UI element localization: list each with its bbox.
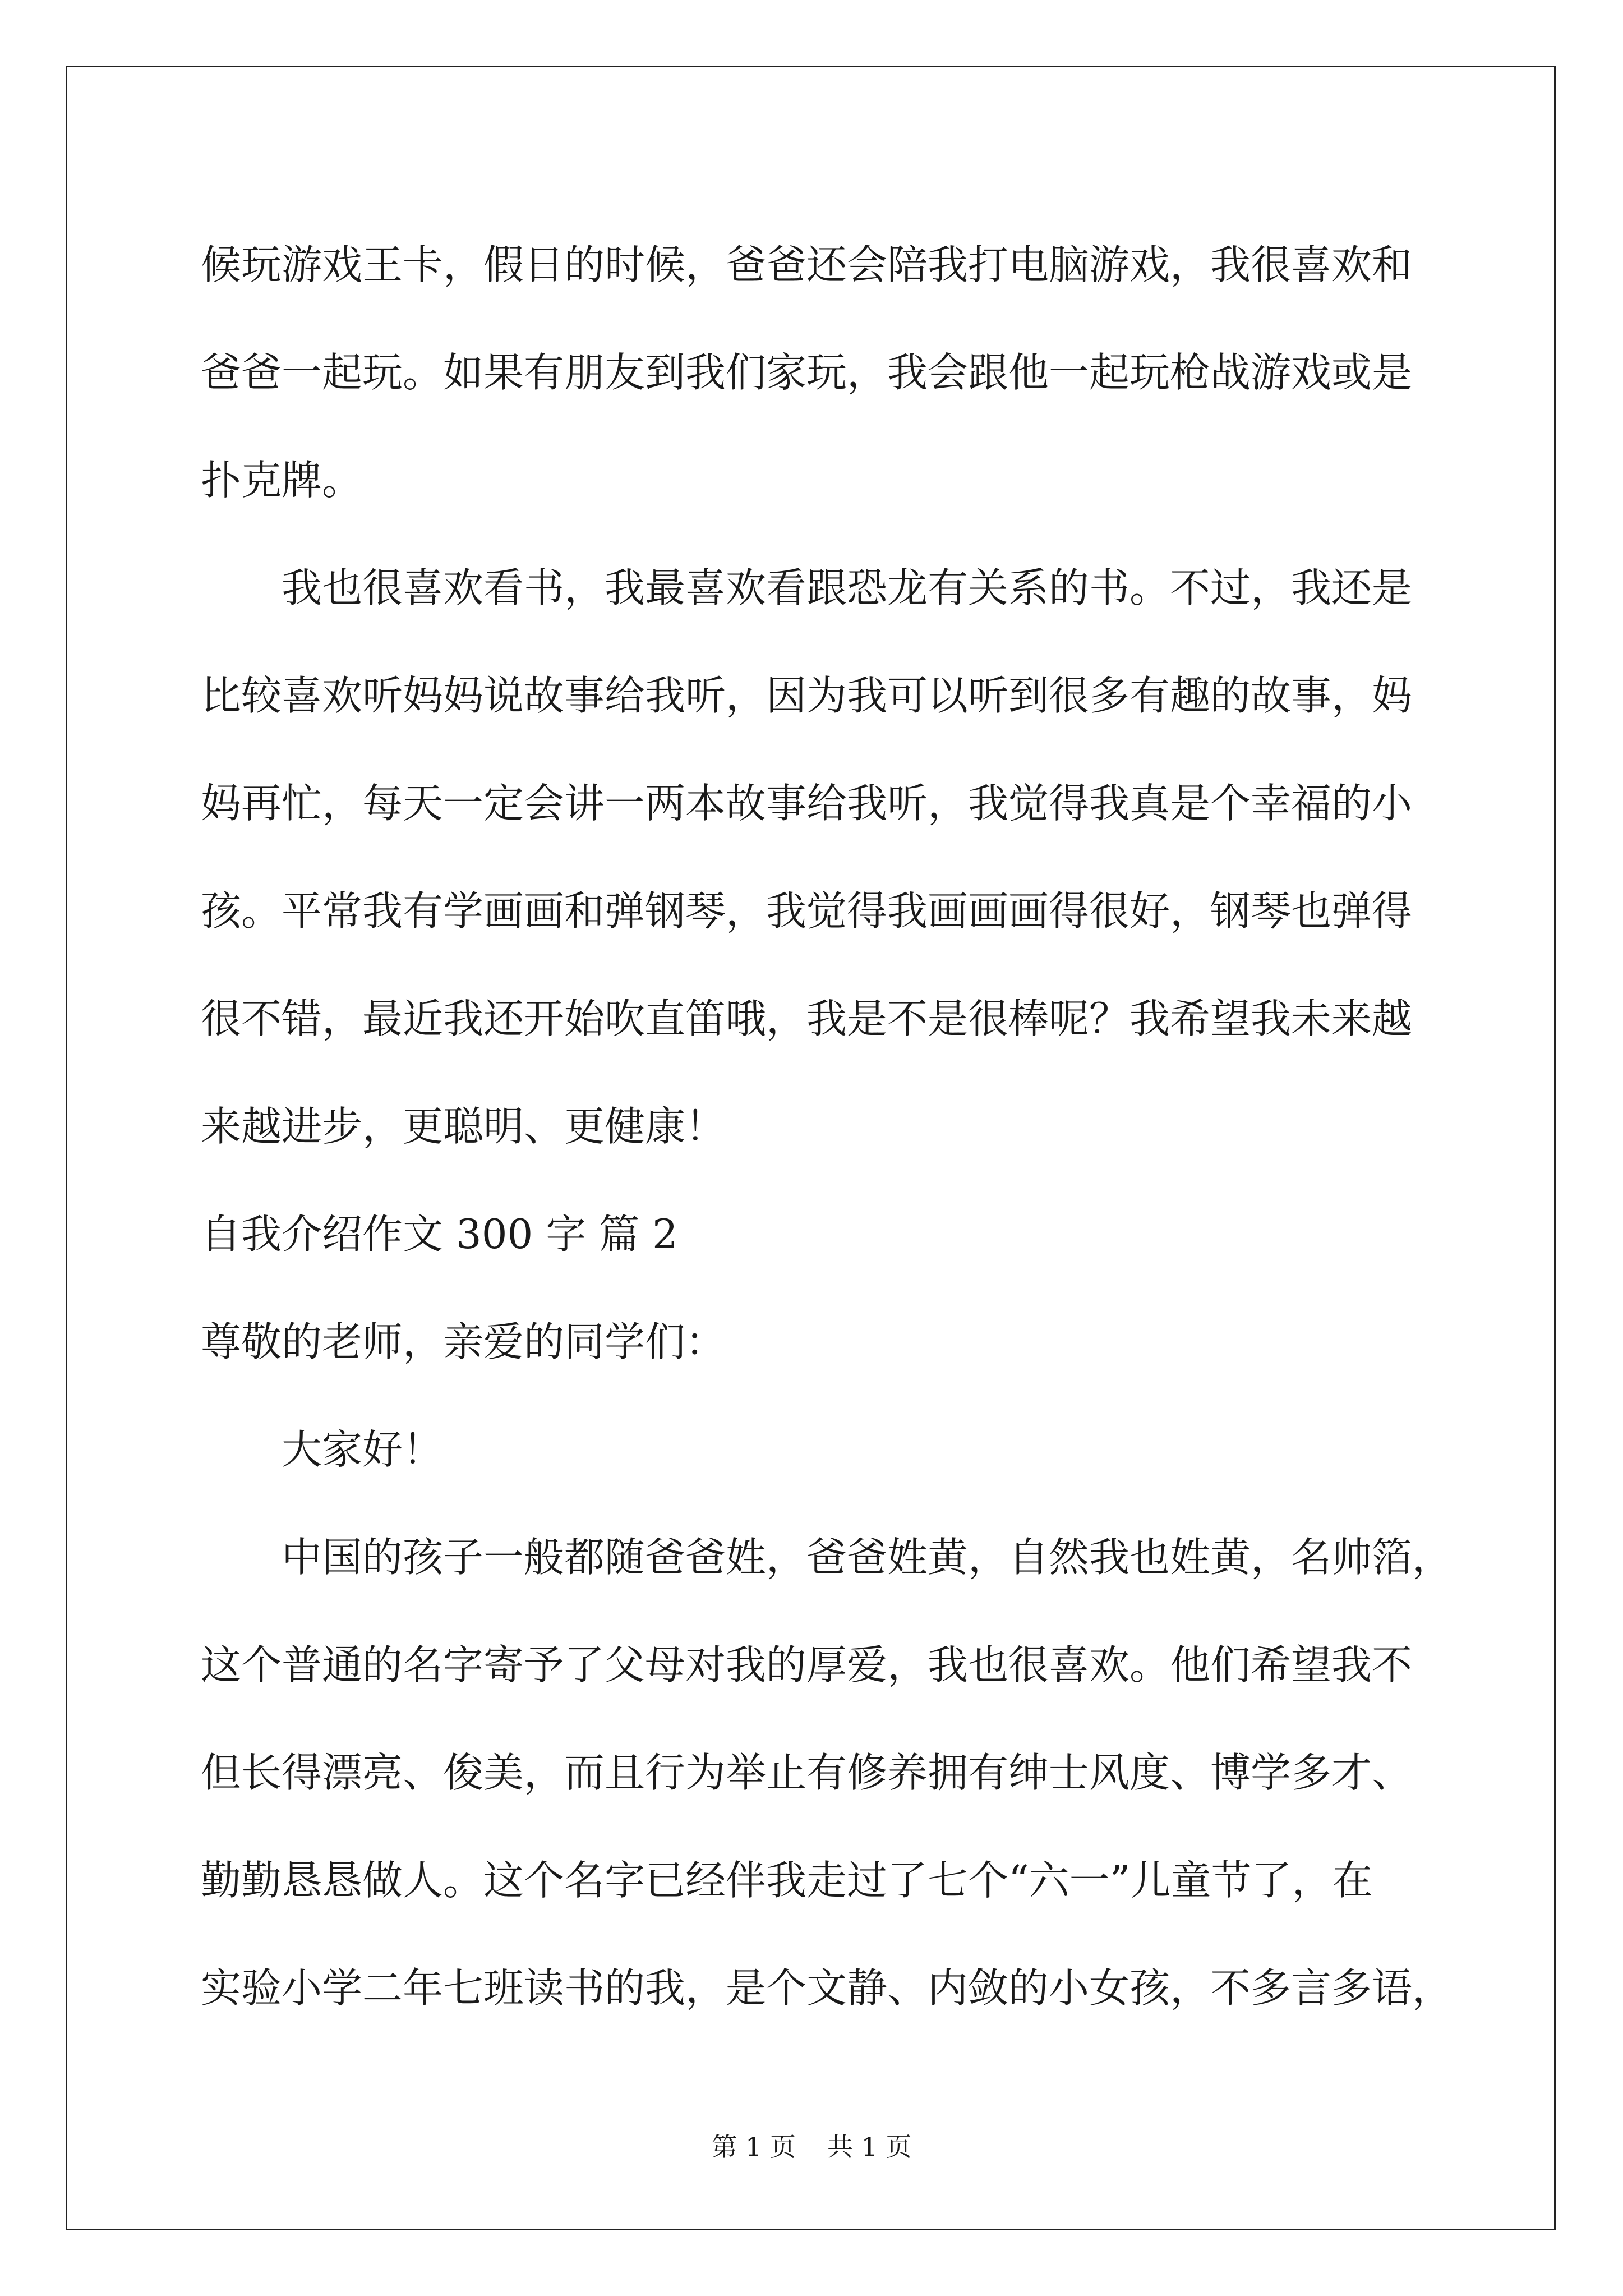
text-line: 候玩游戏王卡，假日的时候，爸爸还会陪我打电脑游戏，我很喜欢和: [201, 241, 1413, 288]
text-line: 比较喜欢听妈妈说故事给我听，因为我可以听到很多有趣的故事，妈: [201, 672, 1413, 719]
page-total: 共 1 页: [827, 2132, 912, 2162]
text-line: 勤勤恳恳做人。这个名字已经伴我走过了七个“六一”儿童节了，在: [201, 1857, 1373, 1904]
page-number: 第 1 页: [711, 2132, 796, 2162]
section-heading: 自我介绍作文 300 字 篇 2: [201, 1211, 678, 1258]
text-line: 很不错，最近我还开始吹直笛哦，我是不是很棒呢？我希望我未来越: [201, 995, 1413, 1042]
greeting: 大家好！: [282, 1426, 444, 1473]
paragraph-start-line: 中国的孩子一般都随爸爸姓，爸爸姓黄，自然我也姓黄，名帅箔，: [282, 1534, 1453, 1581]
page-footer: [0, 2130, 1623, 2164]
text-line: 来越进步，更聪明、更健康！: [201, 1103, 726, 1150]
paragraph-start-line: 我也很喜欢看书，我最喜欢看跟恐龙有关系的书。不过，我还是: [282, 564, 1413, 611]
text-line: 孩。平常我有学画画和弹钢琴，我觉得我画画画得很好，钢琴也弹得: [201, 887, 1413, 935]
text-line: 扑克牌。: [201, 457, 363, 504]
text-line: 妈再忙，每天一定会讲一两本故事给我听，我觉得我真是个幸福的小: [201, 780, 1413, 827]
document-body: [201, 211, 1453, 2042]
text-line: 爸爸一起玩。如果有朋友到我们家玩，我会跟他一起玩枪战游戏或是: [201, 349, 1413, 396]
text-line: 实验小学二年七班读书的我，是个文静、内敛的小女孩，不多言多语，: [201, 1964, 1453, 2012]
salutation: 尊敬的老师，亲爱的同学们：: [201, 1318, 726, 1365]
text-line: 但长得漂亮、俊美，而且行为举止有修养拥有绅士风度、博学多才、: [201, 1749, 1413, 1796]
text-line: 这个普通的名字寄予了父母对我的厚爱，我也很喜欢。他们希望我不: [201, 1641, 1413, 1688]
